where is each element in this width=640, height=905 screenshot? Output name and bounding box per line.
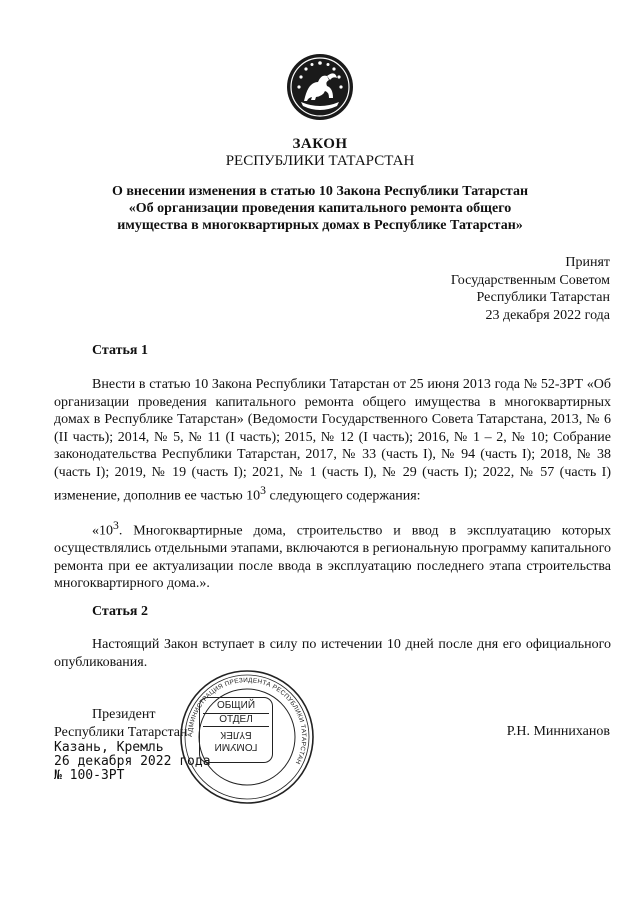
adoption-line: Республики Татарстан [476,290,610,305]
signatory-name: Р.Н. Минниханов [506,724,610,739]
stamp-ring-text: АДМИНИСТРАЦИЯ ПРЕЗИДЕНТА РЕСПУБЛИКИ ТАТАРСТАН [186,676,308,766]
signatory-title-line: Президент [92,707,156,722]
tatarstan-coat-of-arms-icon [285,52,355,122]
signatory-title [54,706,188,741]
law-title: ЗАКОН [292,136,348,152]
adoption-line: Принят [565,255,610,270]
stamp-line-inverted: БҮЛЕК [220,729,252,740]
subject-line: О внесении изменения в статью 10 Закона Республики Татарстан [111,184,529,199]
stamp-line-inverted: ГОМУМИ [214,741,258,752]
subject-line: «Об организации проведения капитального ремонта общего [128,201,512,216]
stamp-inner-box [199,697,273,763]
article-1-heading: Статья 1 [92,343,148,358]
stamp-line: ОБЩИЙ [216,700,256,711]
article-1-text: Внести в статью 10 Закона Республики Татарстан от 25 июня 2013 года № 52-ЗРТ «Об организации проведения капитального ремонта общего имущества в многоквартирных домах в Республике Татарстан» (Ведомости Государственного Совета Татарстана, 2013, № 6 (II часть); 2014, № 5, № 11 (I часть); 2015, № 12 (I часть); 2016, № 1 – 2, № 10; Собрание законодательства Республики Татарстан, 2017, № 33 (часть I), № 94 (часть I); 2018, № 38 (часть I); 2019, № 19 (часть I); 2021, № 1 (часть I), № 29 (часть I); 2022, № 57 (часть I) изменение, дополнив ее частью 10 [54,377,611,504]
article-1-new-part [54,517,611,593]
stamp-line: ОТДЕЛ [203,713,269,727]
new-part-text: . Многоквартирные дома, строительство и ввод в эксплуатацию которых осуществлялись отдельными этапами, включаются в региональную программу капитального ремонта при ее актуализации после ввода в эксплуатацию последнего этапа строительства многоквартирного дома.». [54,523,611,592]
signatory-title-line: Республики Татарстан [54,724,188,740]
new-part-prefix: «10 [92,523,113,539]
stamp-line [200,740,272,752]
article-1-paragraph [54,376,611,505]
signing-date: 26 декабря 2022 года [54,754,211,769]
adoption-line: Государственным Советом [450,272,610,288]
adoption-block [451,254,610,324]
superscript: 3 [113,519,119,532]
adoption-date: 23 декабря 2022 года [485,307,610,323]
superscript: 3 [260,483,266,497]
law-number: № 100-ЗРТ [54,768,125,783]
stamp-line [200,728,272,740]
article-1-tail: следующего содержания: [266,488,421,504]
law-republic: РЕСПУБЛИКИ ТАТАРСТАН [225,153,415,169]
signing-place: Казань, Кремль [54,740,164,755]
article-2-heading: Статья 2 [92,604,148,619]
subject-line: имущества в многоквартирных домах в Республике Татарстан» [117,218,523,233]
law-subject [90,183,550,234]
article-2-paragraph: Настоящий Закон вступает в силу по истечении 10 дней после дня его официального опубликования. [54,637,611,670]
